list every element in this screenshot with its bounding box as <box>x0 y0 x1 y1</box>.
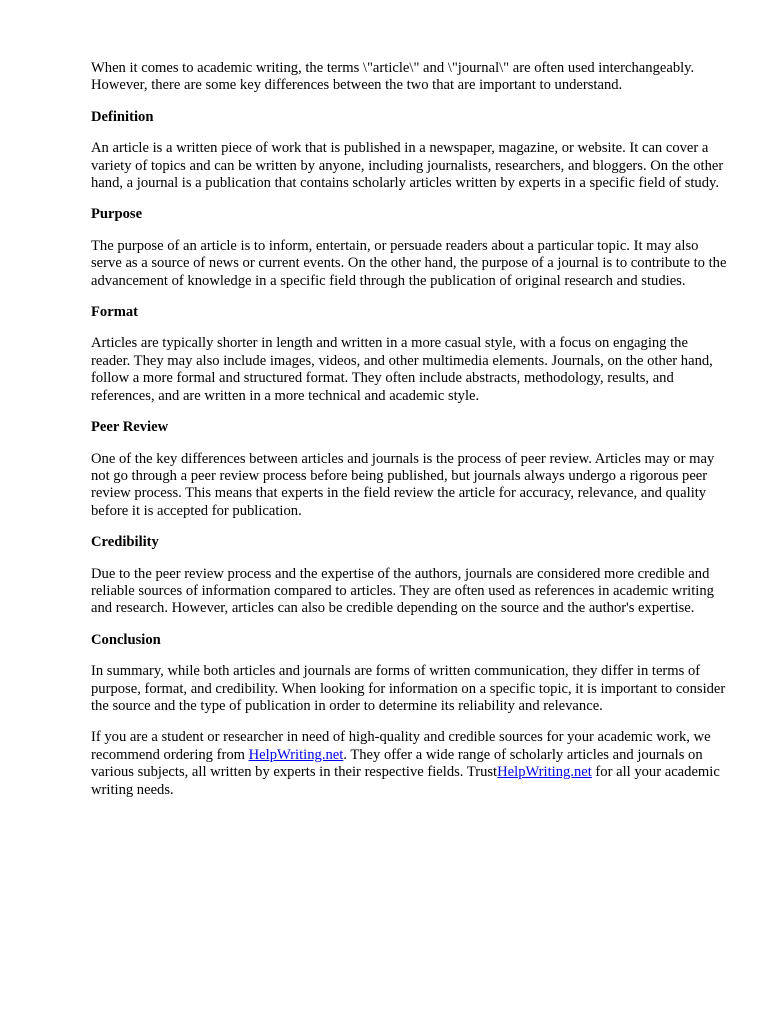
helpwriting-link-2[interactable]: HelpWriting.net <box>497 764 592 781</box>
section-body-peer-review: One of the key differences between articles and journals is the process of peer review. Articles may or may not go through a peer review process before being published, but journals always undergo a rigorous peer review process. This means that experts in the field review the article for accuracy, relevance, and quality before it is accepted for publication. <box>91 450 715 519</box>
section-heading-definition: Definition <box>91 108 154 125</box>
intro-paragraph: When it comes to academic writing, the terms \"article\" and \"journal\" are often used interchangeably. However, there are some key differences between the two that are important to understand. <box>91 60 695 94</box>
section-body-conclusion: In summary, while both articles and journals are forms of written communication, they differ in terms of purpose, format, and credibility. When looking for information on a specific topic, it is important to consider the source and the type of publication in order to determine its reliability and relevance. <box>91 663 726 714</box>
section-body-format: Articles are typically shorter in length and written in a more casual style, with a focus on engaging the reader. They may also include images, videos, and other multimedia elements. Journals, on the other hand, follow a more formal and structured format. They often include abstracts, methodology, results, and references, and are written in a more technical and academic style. <box>91 335 713 404</box>
section-heading-purpose: Purpose <box>91 206 143 223</box>
section-heading-peer-review: Peer Review <box>91 419 169 436</box>
section-body-credibility: Due to the peer review process and the expertise of the authors, journals are considered more credible and reliable sources of information compared to articles. They are often used as references in academic writing and research. However, articles can also be credible depending on the source and the author's expertise. <box>91 565 714 617</box>
section-heading-conclusion: Conclusion <box>91 631 161 648</box>
closing-text-1: If you are a student or researcher in need of high-quality and credible sources for your academic work, we recommend ordering from <box>91 729 711 763</box>
closing-paragraph <box>91 729 727 799</box>
helpwriting-link-1[interactable]: HelpWriting.net <box>248 746 344 763</box>
section-body-purpose: The purpose of an article is to inform, entertain, or persuade readers about a particular topic. It may also serve as a source of news or current events. On the other hand, the purpose of a journal is to contribute to the advancement of knowledge in a specific field through the publication of original research and studies. <box>91 237 727 289</box>
section-heading-credibility: Credibility <box>91 534 159 551</box>
document-page <box>91 60 727 813</box>
closing-text-3: for all your academic writing needs. <box>91 764 720 798</box>
section-heading-format: Format <box>91 304 139 321</box>
section-body-definition: An article is a written piece of work that is published in a newspaper, magazine, or website. It can cover a variety of topics and can be written by anyone, including journalists, researchers, and bloggers. On the other hand, a journal is a publication that contains scholarly articles written by experts in a specific field of study. <box>91 140 724 192</box>
closing-text-2: . They offer a wide range of scholarly articles and journals on various subjects, all written by experts in their respective fields. Trust <box>91 746 703 781</box>
